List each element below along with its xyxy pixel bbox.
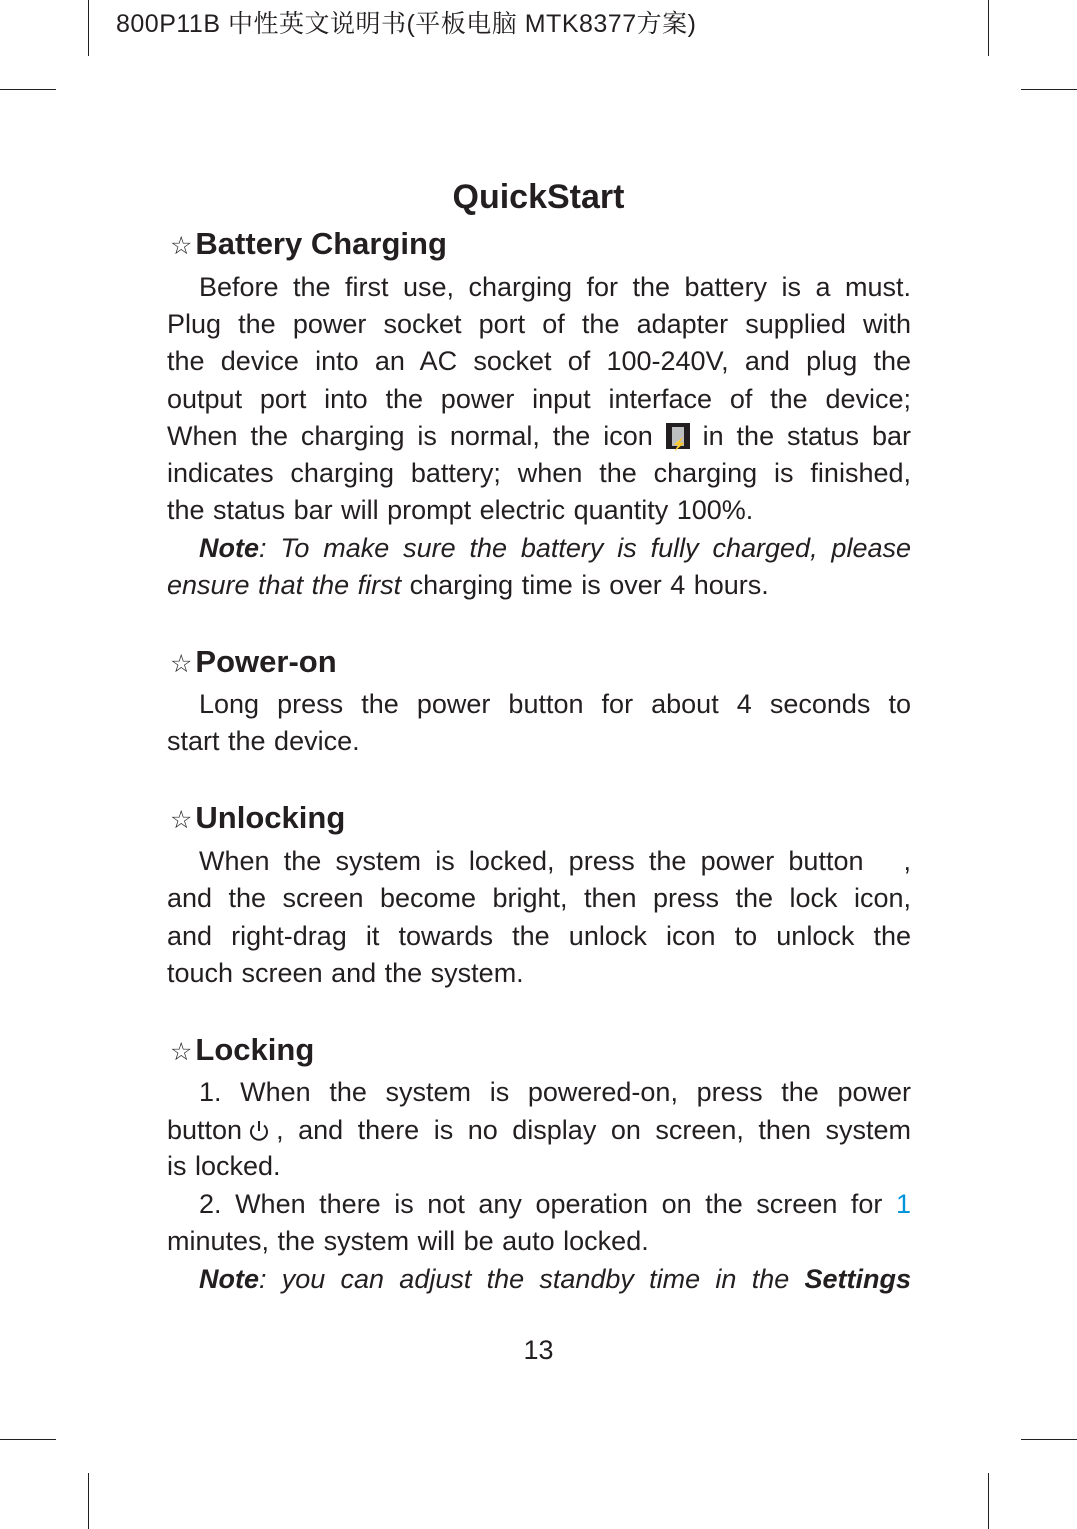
text-segment: Plug the power socket port of the adapter supplied with	[167, 309, 911, 339]
text-segment: 1	[895, 1189, 911, 1219]
text-segment: charging time is over 4 hours.	[401, 570, 769, 600]
text-line	[199, 1186, 911, 1222]
text-segment: button	[167, 1115, 243, 1145]
text-line	[199, 1074, 911, 1110]
text-segment: Settings	[804, 1264, 911, 1294]
section-heading	[170, 226, 447, 262]
text-line	[167, 1223, 911, 1259]
text-segment: touch screen and the system.	[167, 958, 524, 988]
crop-mark	[1021, 89, 1077, 90]
text-segment: When the charging is normal, the icon	[167, 421, 666, 451]
text-line	[167, 567, 911, 603]
text-segment: ,	[903, 846, 911, 876]
section-heading-text: Battery Charging	[195, 226, 447, 261]
text-line	[199, 269, 911, 305]
text-line	[167, 880, 911, 916]
crop-mark	[988, 1473, 989, 1529]
text-segment: Note	[199, 533, 259, 563]
text-segment: ensure that the first	[167, 570, 402, 600]
text-segment: the status bar will prompt electric quantity 100%.	[167, 495, 754, 525]
star-icon: ☆	[170, 806, 193, 834]
text-segment: and right-drag it towards the unlock icon to unlock the	[167, 921, 911, 951]
text-line	[167, 306, 911, 342]
crop-mark	[1021, 1439, 1077, 1440]
star-icon: ☆	[170, 232, 193, 260]
text-segment: is locked.	[167, 1151, 281, 1181]
text-segment: : you can adjust the standby time in the	[259, 1264, 805, 1294]
text-line	[167, 1148, 911, 1184]
page-number: 13	[523, 1335, 554, 1365]
crop-mark	[988, 0, 989, 56]
text-segment: the device into an AC socket of 100-240V, and plug the	[167, 346, 911, 376]
section-heading	[170, 644, 337, 680]
section-heading-text: Unlocking	[195, 800, 346, 835]
text-line	[167, 343, 911, 379]
crop-mark	[0, 89, 56, 90]
text-line	[167, 418, 911, 454]
text-line	[167, 918, 911, 954]
text-segment: 2. When there is not any operation on the screen for	[199, 1189, 896, 1219]
text-segment: and the screen become bright, then press the lock icon,	[167, 883, 911, 913]
text-segment: Long press the power button for about 4 seconds to	[199, 689, 911, 719]
text-line	[167, 955, 911, 991]
text-segment: When the system is locked, press the power button	[199, 846, 864, 876]
battery-charging-icon	[666, 423, 690, 449]
text-line	[199, 843, 911, 879]
text-segment: , and there is no display on screen, then system	[276, 1115, 911, 1145]
text-segment: Note	[199, 1264, 259, 1294]
text-segment: indicates charging battery; when the charging is finished,	[167, 458, 911, 488]
section-heading-text: Locking	[195, 1032, 315, 1067]
text-line	[167, 381, 911, 417]
text-line	[167, 455, 911, 491]
star-icon: ☆	[170, 1038, 193, 1066]
page-title: QuickStart	[452, 178, 625, 216]
text-segment: : To make sure the battery is fully charged, please	[259, 533, 911, 563]
crop-mark	[0, 1439, 56, 1440]
section-heading-text: Power-on	[195, 644, 337, 679]
star-icon: ☆	[170, 650, 193, 678]
text-segment: 1. When the system is powered-on, press the power	[199, 1077, 911, 1107]
text-line	[167, 1112, 911, 1148]
text-line	[199, 530, 911, 566]
section-heading	[170, 800, 345, 836]
text-line	[167, 723, 911, 759]
text-segment: in the status bar	[689, 421, 911, 451]
text-line	[199, 686, 911, 722]
text-line	[199, 1261, 911, 1297]
text-line	[167, 492, 911, 528]
power-icon	[248, 1115, 270, 1137]
crop-mark	[88, 0, 89, 56]
document-header: 800P11B 中性英文说明书(平板电脑 MTK8377方案)	[116, 10, 697, 38]
section-heading	[170, 1032, 314, 1068]
crop-mark	[88, 1473, 89, 1529]
text-segment: minutes, the system will be auto locked.	[167, 1226, 649, 1256]
text-segment: start the device.	[167, 726, 360, 756]
text-segment: output port into the power input interface of the device;	[167, 384, 911, 414]
text-segment: Before the first use, charging for the battery is a must.	[199, 272, 911, 302]
